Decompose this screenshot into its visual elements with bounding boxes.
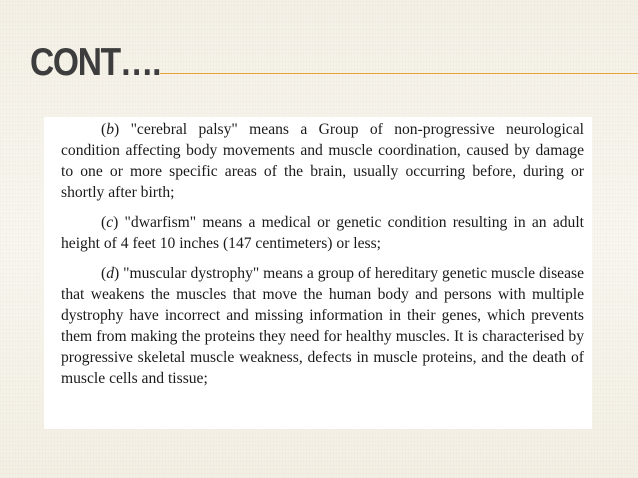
clause-b-close-paren: ) — [114, 121, 120, 138]
clause-d-open-paren: ( — [101, 265, 107, 282]
document-excerpt — [44, 117, 592, 429]
clause-c-close-paren: ) — [113, 214, 119, 231]
title-underline-rule — [160, 73, 638, 74]
clause-d-text: "muscular dystrophy" means a group of hereditary genetic muscle disease that weakens the muscles that move the human body and persons with multiple dystrophy have incorrect and missing information in their genes, which prevents them from making the proteins they need for healthy muscles. It is characterised by progressive skeletal muscle weakness, defects in muscle proteins, and the death of muscle cells and tissue; — [61, 265, 585, 387]
clause-c-text: "dwarfism" means a medical or genetic condition resulting in an adult height of 4 feet 10 inches (147 centimeters) or less; — [61, 214, 584, 252]
clause-c-open-paren: ( — [101, 214, 107, 231]
clause-d-id: d — [106, 265, 114, 282]
clause-b-id: b — [106, 121, 114, 138]
clause-c-paragraph — [61, 212, 584, 254]
clause-b-text: "cerebral palsy" means a Group of non-progressive neurological condition affecting body movements and muscle coordination, caused by damage to one or more specific areas of the brain, usually occurring before, during or shortly after birth; — [61, 121, 584, 201]
clause-c-id: c — [106, 214, 114, 231]
clause-d-paragraph — [61, 263, 584, 389]
slide-title: CONT…. — [30, 41, 161, 84]
clause-b-open-paren: ( — [101, 121, 107, 138]
clause-b-paragraph — [61, 119, 584, 203]
clause-d-close-paren: ) — [114, 265, 120, 282]
